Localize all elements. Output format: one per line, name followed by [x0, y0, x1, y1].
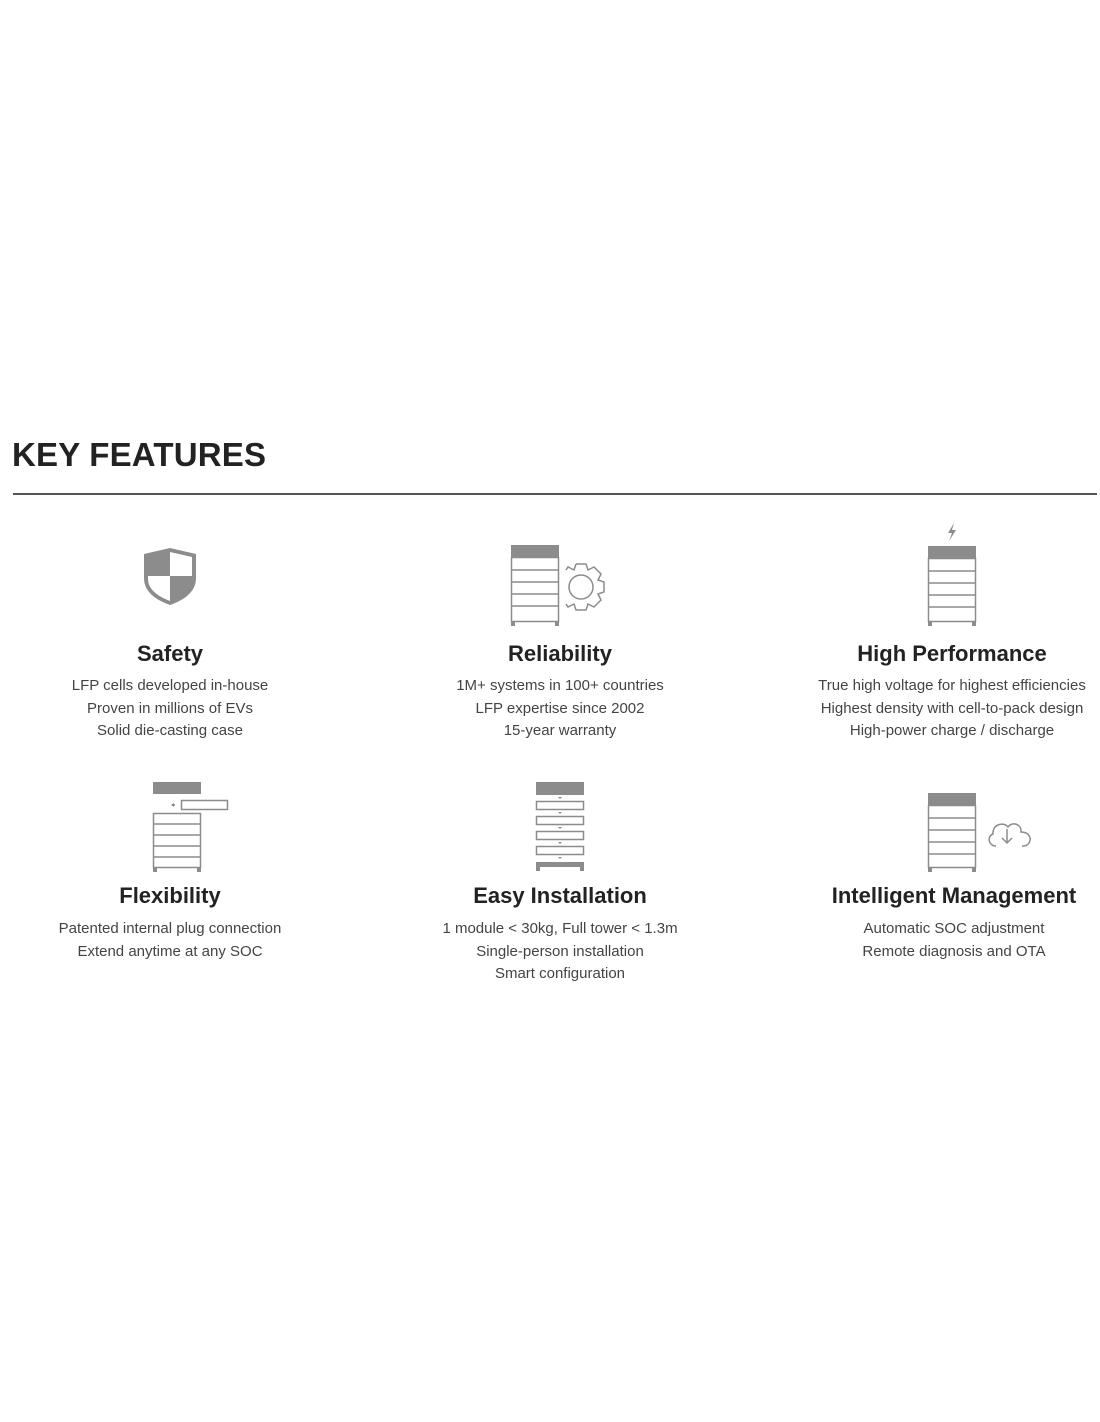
feature-lines [390, 918, 730, 986]
feature-heading: Safety [136, 641, 204, 666]
page-title: KEY FEATURES [12, 436, 267, 473]
feature-line: Single-person installation [476, 942, 644, 960]
feature-line: True high voltage for highest efficiencies [818, 677, 1086, 694]
feature-line: Patented internal plug connection [58, 920, 282, 937]
feature-lines [0, 675, 340, 743]
feature-line: Remote diagnosis and OTA [862, 942, 1046, 960]
feature-heading: Easy Installation [473, 883, 647, 908]
feature-line: LFP cells developed in-house [71, 677, 269, 694]
feature-line: Automatic SOC adjustment [863, 920, 1045, 937]
feature-line: 1M+ systems in 100+ countries [456, 677, 664, 694]
battery-gear-icon [390, 520, 730, 630]
feature-heading: Reliability [508, 641, 612, 666]
feature-lines [784, 918, 1100, 963]
feature-line: Extend anytime at any SOC [77, 942, 263, 960]
feature-line: Highest density with cell-to-pack design [820, 699, 1084, 717]
shield-icon [0, 520, 340, 630]
feature-line: High-power charge / discharge [849, 722, 1055, 740]
feature-line: Solid die-casting case [97, 722, 243, 740]
feature-line: LFP expertise since 2002 [475, 699, 645, 717]
feature-line: 15-year warranty [503, 722, 617, 740]
feature-heading: High Performance [857, 641, 1047, 666]
title-divider [13, 493, 1097, 495]
feature-heading: Intelligent Management [831, 883, 1077, 908]
battery-plug-icon [0, 778, 340, 878]
feature-heading: Flexibility [119, 883, 221, 908]
feature-lines [0, 918, 340, 963]
battery-cloud-icon [782, 778, 1100, 878]
feature-line: Proven in millions of EVs [87, 699, 253, 717]
feature-lines [390, 675, 730, 743]
feature-lines [782, 675, 1100, 743]
battery-lightning-icon [782, 520, 1100, 630]
battery-stack-icon [390, 778, 730, 878]
feature-line: Smart configuration [494, 965, 626, 983]
feature-line: 1 module < 30kg, Full tower < 1.3m [442, 920, 678, 937]
